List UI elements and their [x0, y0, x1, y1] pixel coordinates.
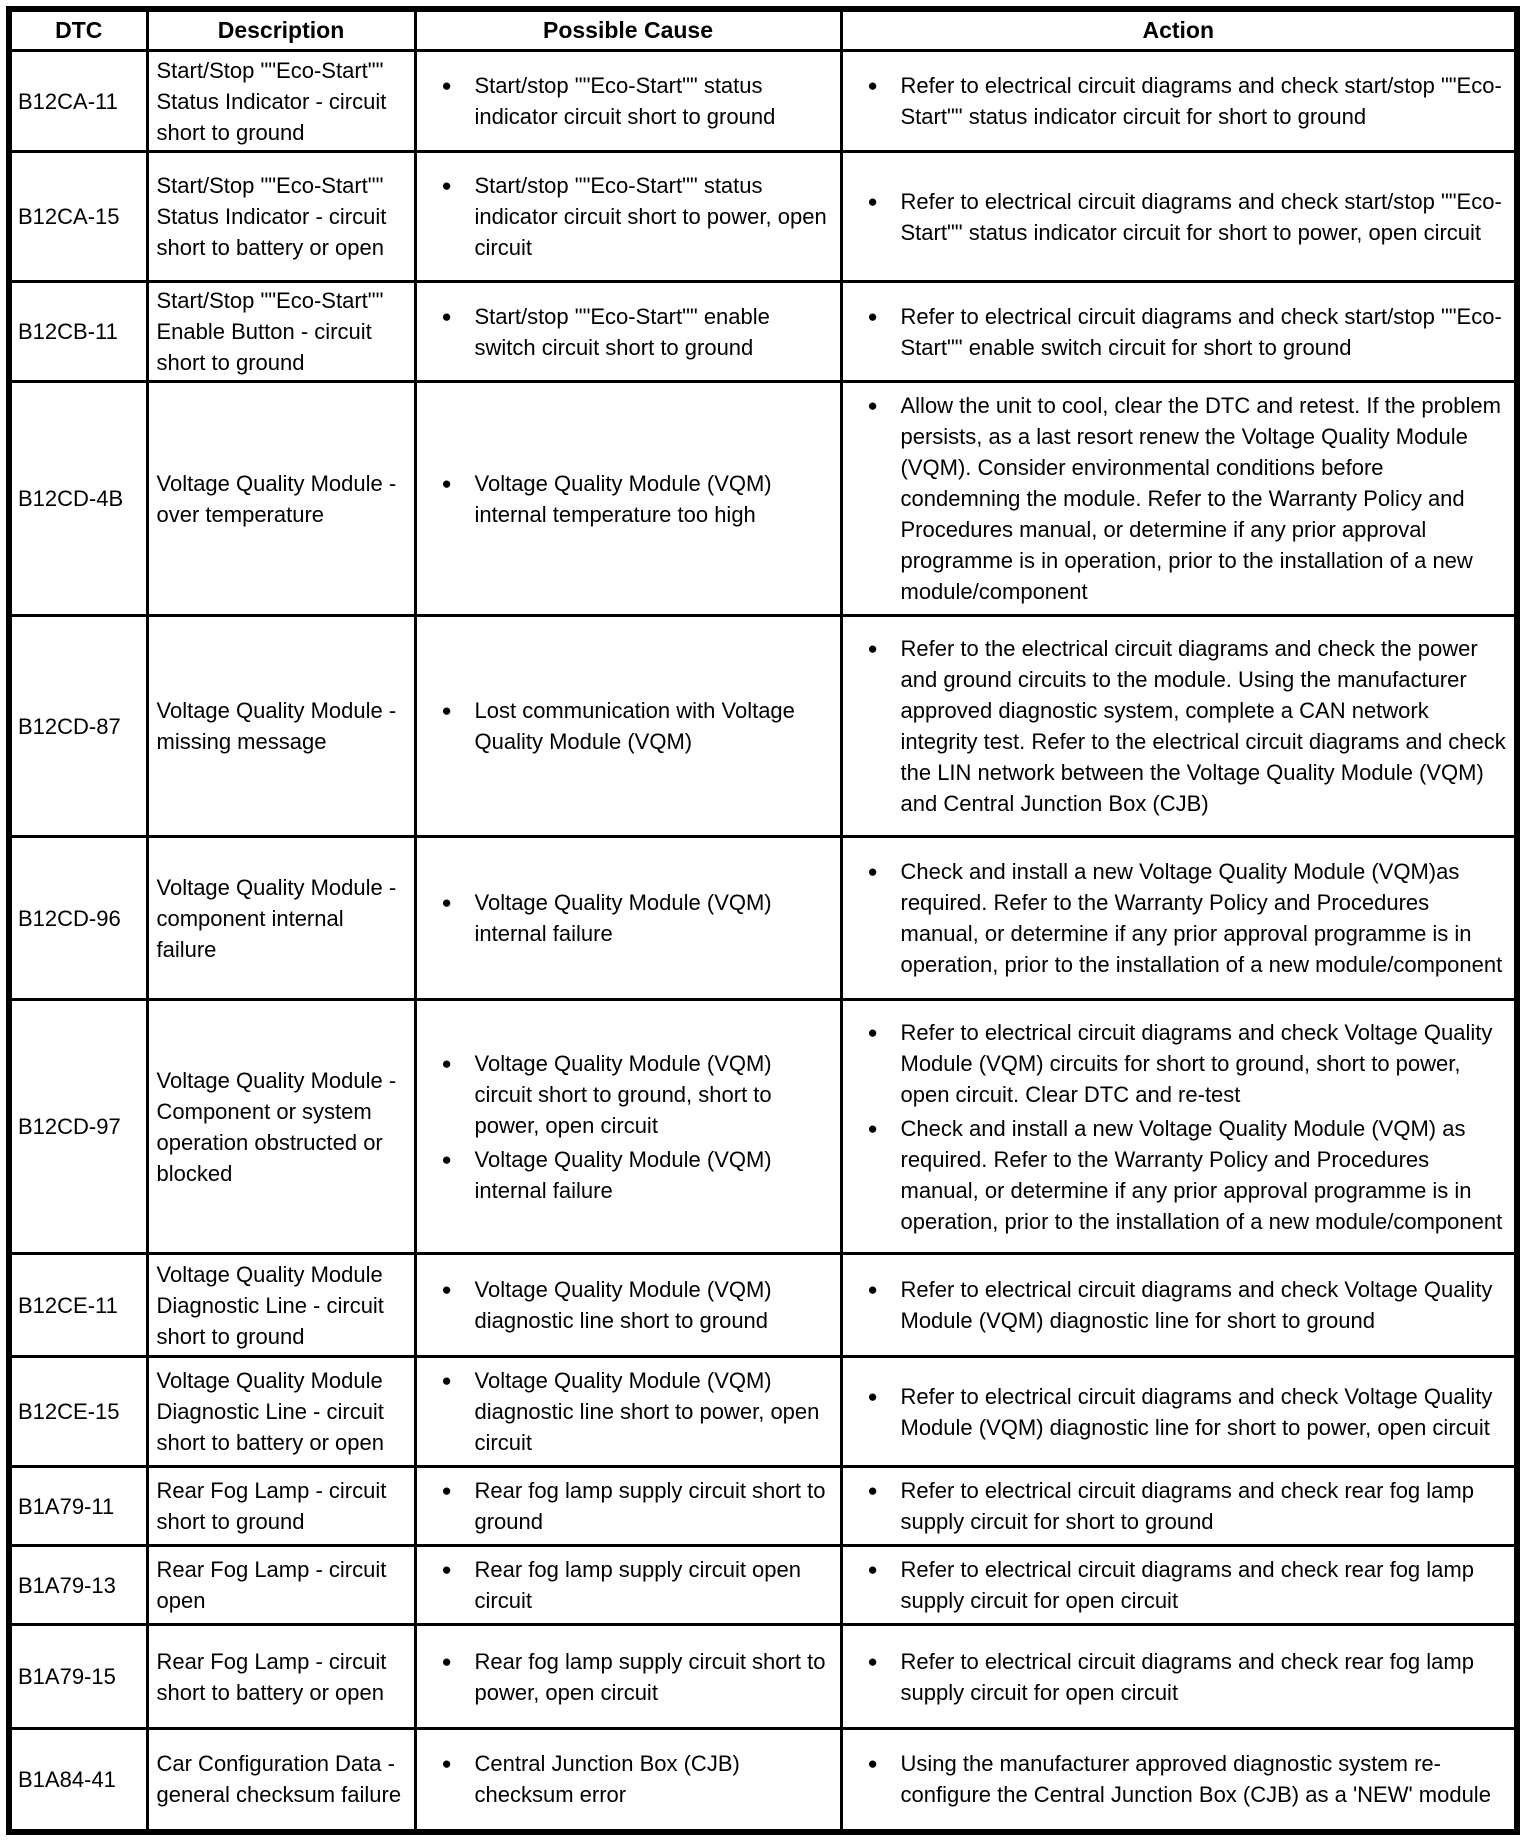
action-item: [843, 1381, 1507, 1443]
action-item: [843, 856, 1507, 980]
action-cell: [841, 1546, 1517, 1625]
possible-cause-cell: [415, 1000, 841, 1254]
action-cell: [841, 1000, 1517, 1254]
bullet-icon: ●: [441, 176, 452, 195]
action-text: Refer to electrical circuit diagrams and check start/stop ""Eco-Start"" enable switch circuit for short to ground: [900, 303, 1502, 360]
action-item: [843, 1554, 1507, 1616]
table-row: [9, 837, 1517, 1000]
bullet-icon: ●: [441, 306, 452, 326]
action-text: Using the manufacturer approved diagnostic system re-configure the Central Junction Box (CJB) as a 'NEW' module: [900, 1751, 1491, 1808]
table-row: [9, 616, 1517, 837]
bullet-icon: ●: [441, 1053, 452, 1073]
action-item: [843, 1274, 1507, 1336]
cause-item: [417, 468, 832, 530]
cause-item: [417, 1365, 832, 1458]
column-header-possible-cause: Possible Cause: [415, 9, 841, 51]
bullet-icon: ●: [867, 639, 878, 658]
dtc-code-cell: B12CE-15: [9, 1357, 147, 1467]
action-cell: [841, 616, 1517, 837]
cause-item: [417, 1274, 832, 1336]
action-text: Refer to electrical circuit diagrams and check start/stop ""Eco-Start"" status indicator circuit for short to ground: [900, 73, 1502, 129]
dtc-code-cell: B12CB-11: [9, 282, 147, 382]
description-cell: Voltage Quality Module - missing message: [147, 616, 415, 837]
cause-item: [417, 1646, 832, 1708]
cause-text: Rear fog lamp supply circuit open circuit: [474, 1557, 801, 1613]
action-cell: [841, 1625, 1517, 1729]
dtc-code-cell: B12CD-97: [9, 1000, 147, 1254]
dtc-code-cell: B1A84-41: [9, 1729, 147, 1832]
action-item: [843, 70, 1507, 132]
action-cell: [841, 1357, 1517, 1467]
bullet-icon: ●: [867, 1754, 878, 1774]
action-text: Allow the unit to cool, clear the DTC and retest. If the problem persists, as a last resort renew the Voltage Quality Module (VQM). Consider environmental conditions before condemning the module. Refer to the Warranty Policy and Procedures manual, or determine if any prior approval programme is in operation, prior to the installation of a new module/component: [900, 393, 1501, 604]
possible-cause-cell: [415, 1546, 841, 1625]
bullet-icon: ●: [867, 1280, 878, 1299]
table-row: [9, 1254, 1517, 1357]
bullet-icon: ●: [441, 893, 452, 912]
action-text: Check and install a new Voltage Quality Module (VQM)as required. Refer to the Warranty Policy and Procedures manual, or determine if any prior approval programme is in operation, prior to the installation of a new module/component: [900, 859, 1503, 977]
description-cell: Voltage Quality Module Diagnostic Line - circuit short to ground: [147, 1254, 415, 1357]
action-text: Refer to electrical circuit diagrams and check Voltage Quality Module (VQM) circuits for short to ground, short to power, open circuit. Clear DTC and re-test: [900, 1019, 1493, 1107]
action-item: [843, 1475, 1507, 1537]
action-item: [843, 1646, 1507, 1708]
action-cell: [841, 1729, 1517, 1832]
bullet-icon: ●: [441, 1651, 452, 1671]
cause-text: Voltage Quality Module (VQM) internal temperature too high: [474, 470, 772, 527]
cause-text: Start/stop ""Eco-Start"" status indicator circuit short to ground: [474, 73, 776, 129]
table-row: [9, 1546, 1517, 1625]
action-text: Refer to electrical circuit diagrams and check Voltage Quality Module (VQM) diagnostic line for short to ground: [900, 1277, 1493, 1333]
bullet-icon: ●: [867, 1560, 878, 1579]
bullet-icon: ●: [441, 1560, 452, 1579]
possible-cause-cell: [415, 1254, 841, 1357]
column-header-description: Description: [147, 9, 415, 51]
bullet-icon: ●: [867, 1651, 878, 1671]
table-row: [9, 1357, 1517, 1467]
action-item: [843, 1748, 1507, 1810]
action-item: [843, 633, 1507, 819]
action-text: Refer to the electrical circuit diagrams and check the power and ground circuits to the module. Using the manufacturer approved diagnostic system, complete a CAN network integrity test. Refer to the electrical circuit diagrams and check the LIN network between the Voltage Quality Module (VQM) and Central Junction Box (CJB): [900, 636, 1506, 816]
bullet-icon: ●: [441, 76, 452, 95]
action-cell: [841, 837, 1517, 1000]
bullet-icon: ●: [441, 1481, 452, 1500]
dtc-code-cell: B12CD-87: [9, 616, 147, 837]
action-text: Refer to electrical circuit diagrams and check rear fog lamp supply circuit for open circuit: [900, 1648, 1474, 1705]
action-item: [843, 1017, 1507, 1110]
dtc-code-cell: B12CE-11: [9, 1254, 147, 1357]
bullet-icon: ●: [441, 1149, 452, 1169]
bullet-icon: ●: [867, 306, 878, 326]
cause-text: Voltage Quality Module (VQM) internal failure: [474, 890, 772, 946]
description-cell: Voltage Quality Module - over temperature: [147, 382, 415, 616]
description-cell: Start/Stop ""Eco-Start"" Status Indicator - circuit short to battery or open: [147, 152, 415, 282]
description-cell: Voltage Quality Module - component internal failure: [147, 837, 415, 1000]
cause-item: [417, 1475, 832, 1537]
table-row: [9, 282, 1517, 382]
cause-text: Start/stop ""Eco-Start"" enable switch circuit short to ground: [474, 303, 770, 360]
cause-item: [417, 301, 832, 363]
table-header-row: [9, 9, 1517, 51]
description-cell: Rear Fog Lamp - circuit short to battery or open: [147, 1625, 415, 1729]
possible-cause-cell: [415, 382, 841, 616]
action-text: Refer to electrical circuit diagrams and check Voltage Quality Module (VQM) diagnostic line for short to power, open circuit: [900, 1383, 1493, 1440]
action-item: [843, 390, 1507, 607]
cause-item: [417, 170, 832, 263]
possible-cause-cell: [415, 51, 841, 152]
cause-item: [417, 70, 832, 132]
action-item: [843, 1113, 1507, 1237]
bullet-icon: ●: [867, 1118, 878, 1138]
dtc-code-cell: B12CA-11: [9, 51, 147, 152]
action-cell: [841, 282, 1517, 382]
possible-cause-cell: [415, 1357, 841, 1467]
possible-cause-cell: [415, 616, 841, 837]
action-text: Refer to electrical circuit diagrams and check start/stop ""Eco-Start"" status indicator circuit for short to power, open circuit: [900, 188, 1502, 245]
description-cell: Start/Stop ""Eco-Start"" Status Indicator - circuit short to ground: [147, 51, 415, 152]
table-row: [9, 382, 1517, 616]
dtc-code-cell: B12CD-96: [9, 837, 147, 1000]
bullet-icon: ●: [441, 1371, 452, 1390]
table-row: [9, 1729, 1517, 1832]
bullet-icon: ●: [867, 191, 878, 211]
cause-item: [417, 695, 832, 757]
dtc-code-cell: B1A79-11: [9, 1467, 147, 1546]
dtc-code-cell: B12CA-15: [9, 152, 147, 282]
column-header-action: Action: [841, 9, 1517, 51]
cause-text: Voltage Quality Module (VQM) circuit short to ground, short to power, open circuit: [474, 1050, 772, 1138]
action-text: Refer to electrical circuit diagrams and check rear fog lamp supply circuit for open circuit: [900, 1557, 1474, 1613]
table-row: [9, 51, 1517, 152]
possible-cause-cell: [415, 282, 841, 382]
cause-text: Voltage Quality Module (VQM) diagnostic line short to ground: [474, 1277, 772, 1333]
action-cell: [841, 382, 1517, 616]
table-row: [9, 1625, 1517, 1729]
cause-item: [417, 1144, 832, 1206]
dtc-code-cell: B1A79-13: [9, 1546, 147, 1625]
possible-cause-cell: [415, 1625, 841, 1729]
bullet-icon: ●: [867, 862, 878, 881]
action-cell: [841, 1254, 1517, 1357]
action-item: [843, 186, 1507, 248]
possible-cause-cell: [415, 1467, 841, 1546]
action-item: [843, 301, 1507, 363]
bullet-icon: ●: [867, 396, 878, 415]
cause-text: Voltage Quality Module (VQM) internal failure: [474, 1146, 772, 1203]
cause-item: [417, 1048, 832, 1141]
dtc-table: [6, 6, 1520, 1835]
cause-text: Voltage Quality Module (VQM) diagnostic line short to power, open circuit: [474, 1368, 820, 1455]
action-text: Check and install a new Voltage Quality Module (VQM) as required. Refer to the Warranty Policy and Procedures manual, or determine if any prior approval programme is in operation, prior to the installation of a new module/component: [900, 1115, 1503, 1234]
action-cell: [841, 1467, 1517, 1546]
table-row: [9, 1000, 1517, 1254]
possible-cause-cell: [415, 837, 841, 1000]
cause-text: Lost communication with Voltage Quality Module (VQM): [474, 698, 795, 754]
action-cell: [841, 51, 1517, 152]
description-cell: Voltage Quality Module - Component or system operation obstructed or blocked: [147, 1000, 415, 1254]
bullet-icon: ●: [441, 473, 452, 493]
dtc-code-cell: B12CD-4B: [9, 382, 147, 616]
description-cell: Voltage Quality Module Diagnostic Line - circuit short to battery or open: [147, 1357, 415, 1467]
cause-text: Rear fog lamp supply circuit short to ground: [474, 1478, 826, 1534]
action-text: Refer to electrical circuit diagrams and check rear fog lamp supply circuit for short to ground: [900, 1478, 1474, 1534]
cause-text: Start/stop ""Eco-Start"" status indicator circuit short to power, open circuit: [474, 173, 827, 260]
cause-item: [417, 887, 832, 949]
action-cell: [841, 152, 1517, 282]
bullet-icon: ●: [441, 1280, 452, 1299]
table-row: [9, 1467, 1517, 1546]
possible-cause-cell: [415, 1729, 841, 1832]
cause-item: [417, 1554, 832, 1616]
description-cell: Rear Fog Lamp - circuit short to ground: [147, 1467, 415, 1546]
bullet-icon: ●: [441, 1754, 452, 1774]
description-cell: Car Configuration Data - general checksum failure: [147, 1729, 415, 1832]
bullet-icon: ●: [867, 1481, 878, 1500]
column-header-dtc: DTC: [9, 9, 147, 51]
dtc-code-cell: B1A79-15: [9, 1625, 147, 1729]
bullet-icon: ●: [867, 76, 878, 95]
bullet-icon: ●: [867, 1386, 878, 1406]
bullet-icon: ●: [867, 1022, 878, 1042]
bullet-icon: ●: [441, 701, 452, 720]
possible-cause-cell: [415, 152, 841, 282]
description-cell: Start/Stop ""Eco-Start"" Enable Button - circuit short to ground: [147, 282, 415, 382]
table-row: [9, 152, 1517, 282]
cause-item: [417, 1748, 832, 1810]
cause-text: Rear fog lamp supply circuit short to power, open circuit: [474, 1648, 826, 1705]
cause-text: Central Junction Box (CJB) checksum error: [474, 1751, 740, 1808]
description-cell: Rear Fog Lamp - circuit open: [147, 1546, 415, 1625]
